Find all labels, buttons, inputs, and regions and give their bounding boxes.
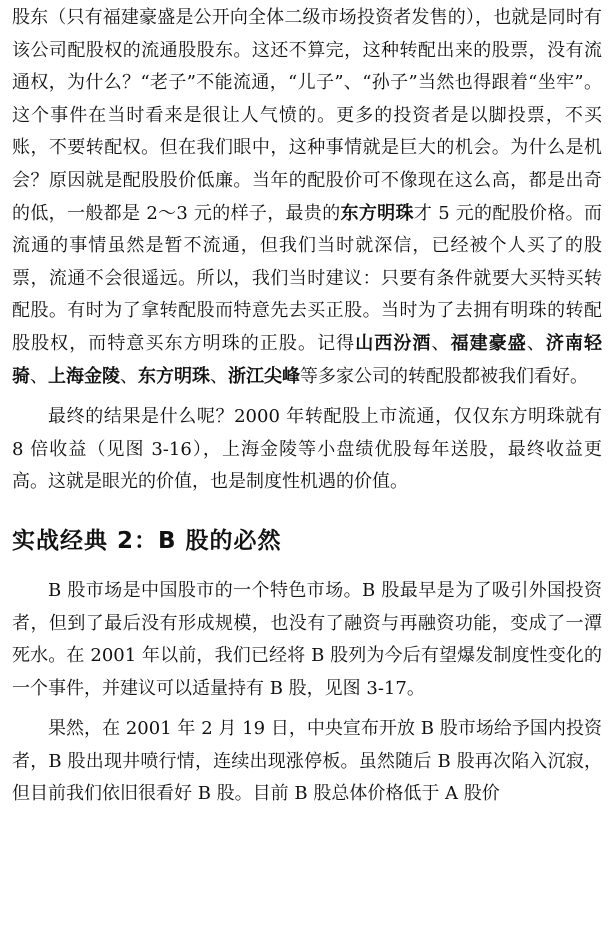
stock-name: 济南轻骑 <box>12 332 603 387</box>
paragraph-result: 最终的结果是什么呢？2000 年转配股上市流通，仅仅东方明珠就有 8 倍收益（见图 3-16），上海金陵等小盘绩优股每年送股，最终收益更高。这就是眼光的价值，也是制度性机遇的价值。 <box>12 406 602 493</box>
paragraph-transfer-rights <box>12 2 602 393</box>
stock-name: 浙江尖峰 <box>228 365 300 387</box>
section-heading: 实战经典 2：B 股的必然 <box>12 527 282 554</box>
separator: 、 <box>30 365 48 387</box>
stock-name: 东方明珠 <box>138 365 210 387</box>
paragraph-b-share-opening: 果然，在 2001 年 2 月 19 日，中央宣布开放 B 股市场给予国内投资者，B 股出现井喷行情，连续出现涨停板。虽然随后 B 股再次陷入沉寂，但目前我们依旧很看好 B 股。目前 B 股总体价格低于 A 股价 <box>12 718 602 805</box>
stock-name: 上海金陵 <box>48 365 120 387</box>
separator: 、 <box>431 332 451 354</box>
stock-name: 东方明珠 <box>340 202 414 224</box>
text-run: 等多家公司的转配股都被我们看好。 <box>300 365 588 387</box>
paragraph-b-share-market: B 股市场是中国股市的一个特色市场。B 股最早是为了吸引外国投资者，但到了最后没有形成规模，也没有了融资与再融资功能，变成了一潭死水。在 2001 年以前，我们已经将 B 股列为今后有望爆发制度性变化的一个事件，并建议可以适量持有 B 股，见图 3-17。 <box>12 579 602 699</box>
stock-name: 福建豪盛 <box>450 332 527 354</box>
text-run: 才 5 元的配股价格。而流通的事情虽然是暂不流通，但我们当时就深信，已经被个人买了的股票，流通不会很遥远。所以，我们当时建议：只要有条件就要大买特买转配股。有时为了拿转配股而特意先去买正股。当时为了去拥有明珠的转配股股权，而特意买东方明珠的正股。记得 <box>12 202 602 354</box>
text-run: 股东（只有福建豪盛是公开向全体二级市场投资者发售的），也就是同时有该公司配股权的流通股股东。这还不算完，这种转配出来的股票，没有流通权，为什么？“老子”不能流通，“儿子”、“孙子”当然也得跟着“坐牢”。这个事件在当时看来是很让人气愤的。更多的投资者是以脚投票，不买账，不要转配权。但在我们眼中，这种事情就是巨大的机会。为什么是机会？原因就是配股股价低廉。当年的配股价可不像现在这么高，都是出奇的低，一般都是 2～3 元的样子，最贵的 <box>12 7 602 224</box>
separator: 、 <box>120 365 138 387</box>
separator: 、 <box>526 332 546 354</box>
separator: 、 <box>210 365 228 387</box>
stock-name: 山西汾酒 <box>355 332 432 354</box>
